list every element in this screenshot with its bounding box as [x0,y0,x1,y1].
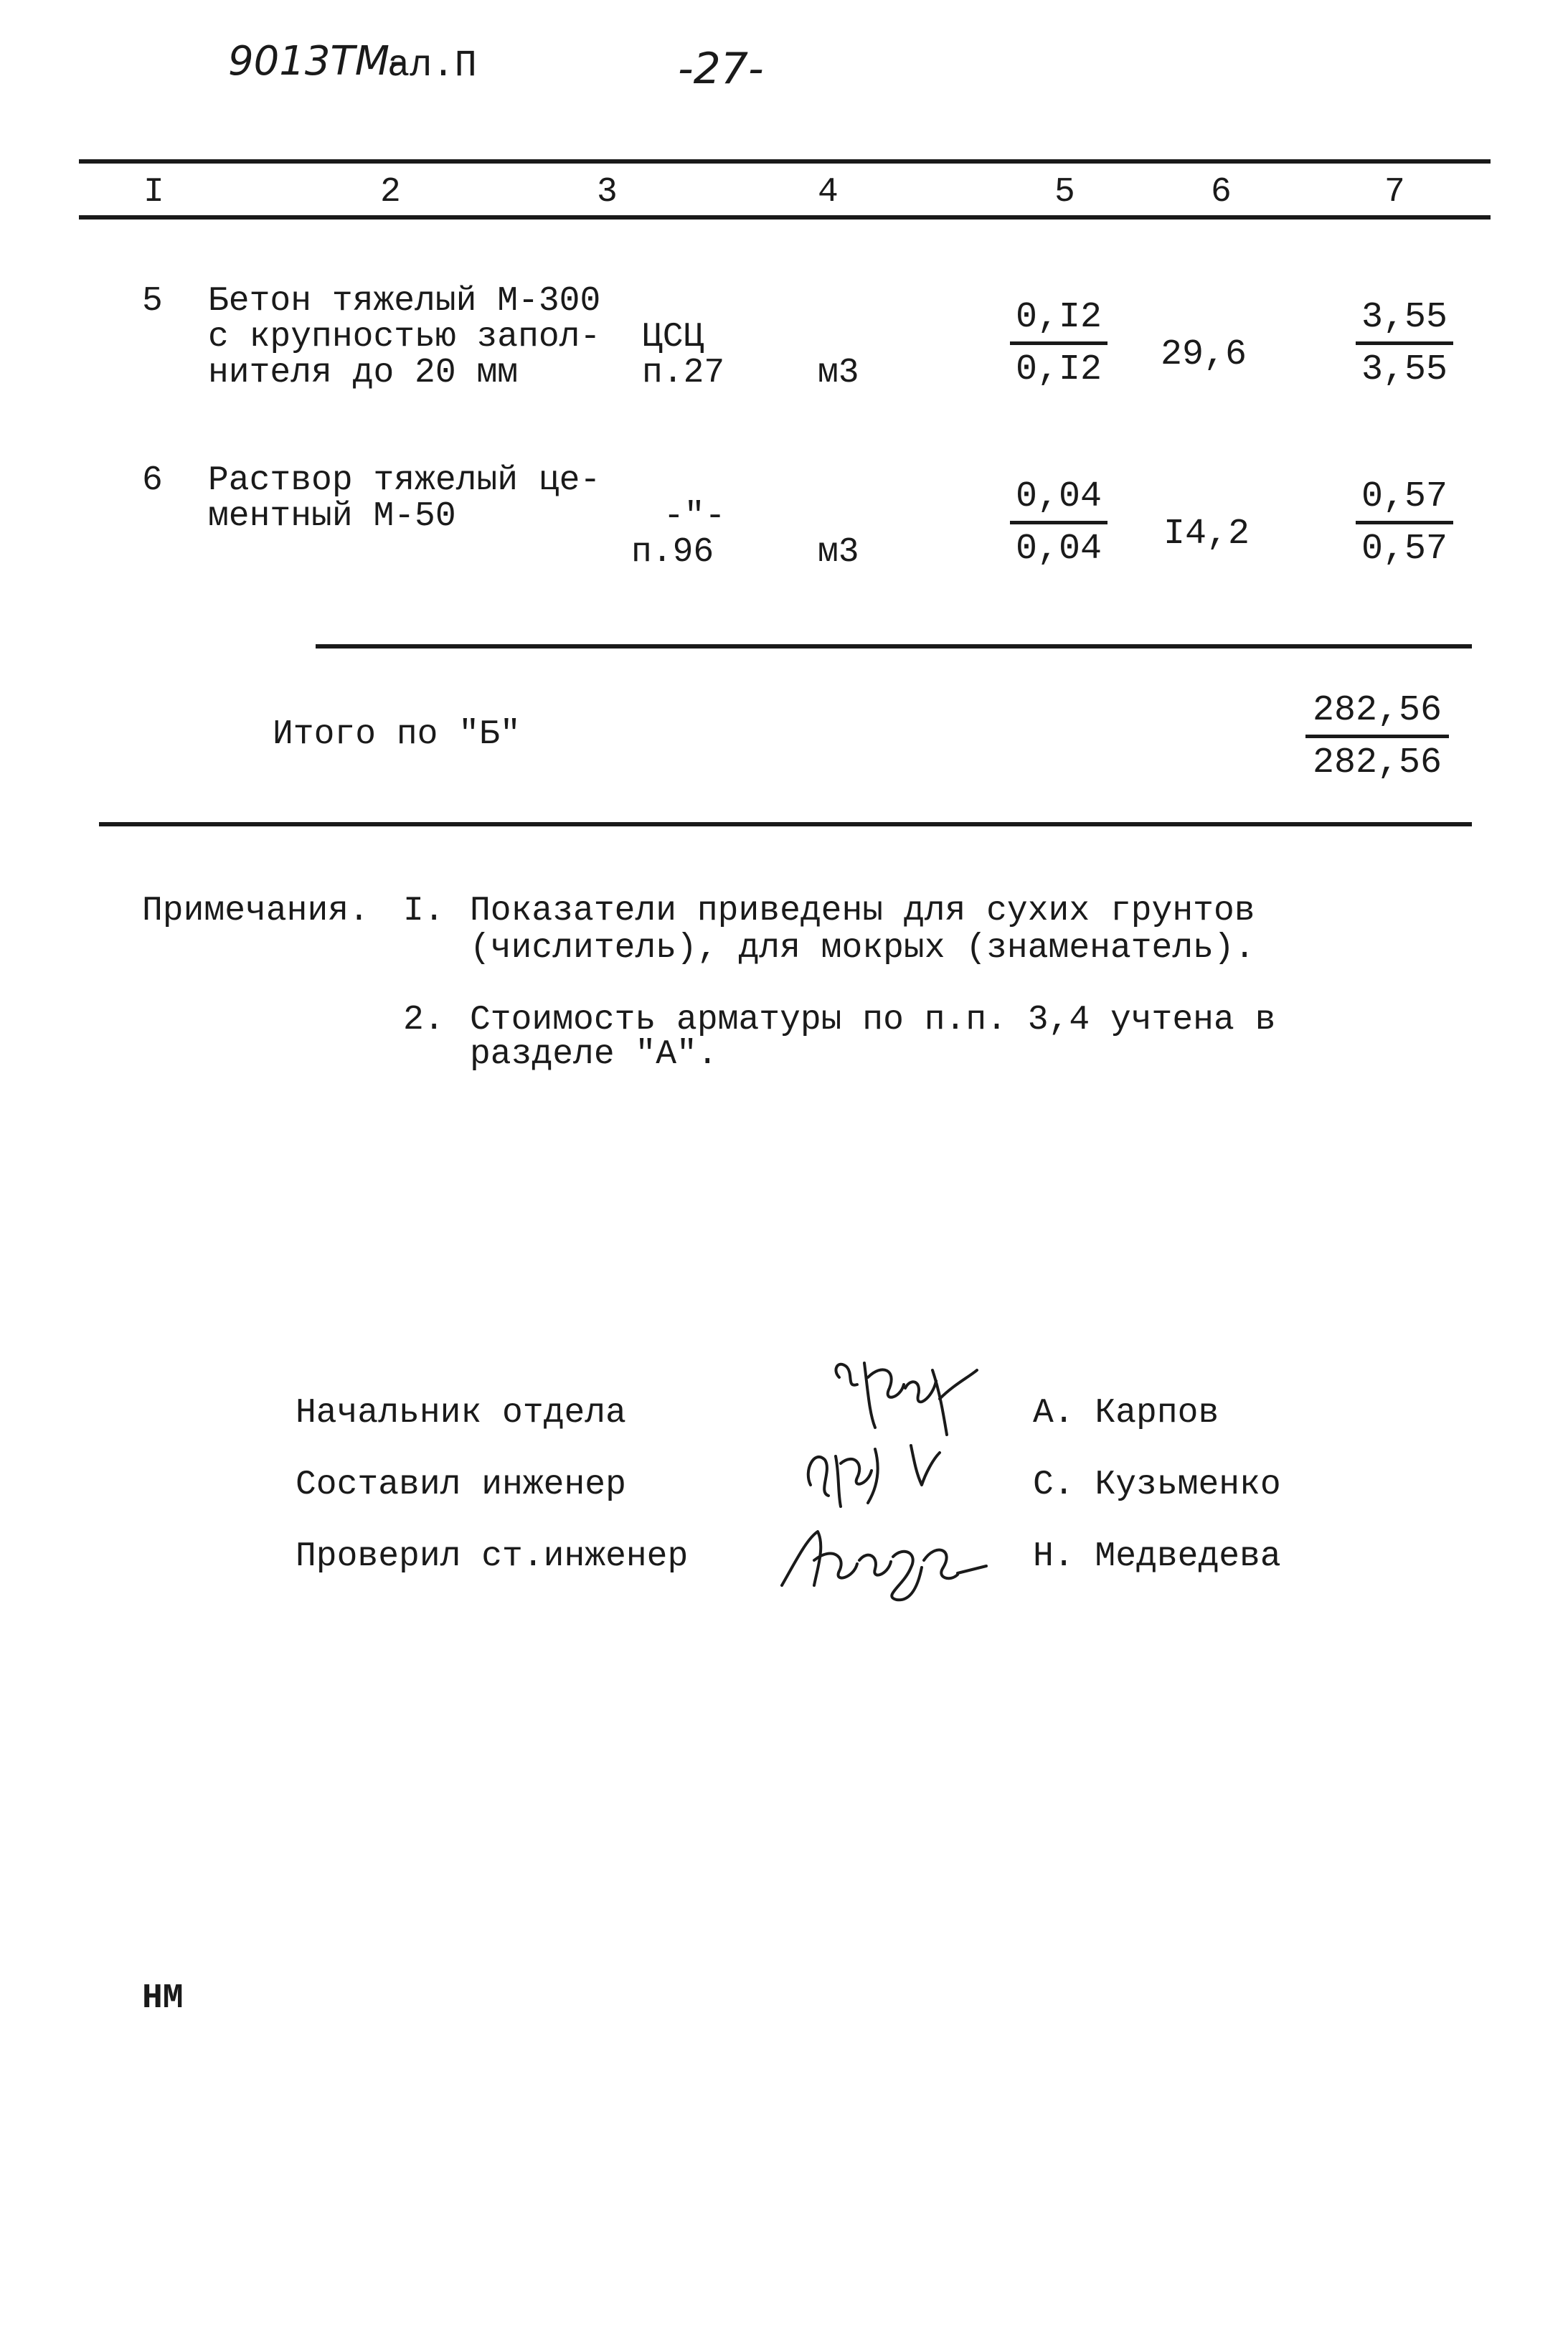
column-header-3: 3 [597,173,618,212]
total-wet: 3,55 [1361,349,1448,390]
row-unit: м3 [818,533,859,572]
row-name-line: Раствор тяжелый це- [208,461,601,500]
document-code: 9013ТМ- [228,38,405,85]
signature-mark-2 [796,1435,947,1514]
row-name-line: нителя до 20 мм [208,354,519,392]
row-source: ЦСЦ [642,318,704,357]
note-line: Показатели приведены для сухих грунтов [470,892,1255,930]
quantity-wet: 0,I2 [1015,349,1102,390]
note-marker: 2. [403,1001,445,1039]
quantity-dry: 0,I2 [1010,300,1107,345]
table-top-rule [79,159,1491,164]
signature-name: С. Кузьменко [1033,1466,1281,1504]
table-bottom-rule [99,822,1472,826]
signature-role: Проверил ст.инженер [296,1537,689,1576]
row-name-line: Бетон тяжелый М-300 [208,282,601,321]
row-source: п.27 [642,354,725,392]
album-label: ал.П [387,44,477,87]
note-line: (числитель), для мокрых (знаменатель). [470,929,1255,968]
subtotal-dry: 282,56 [1305,693,1449,738]
row-source: п.96 [631,533,714,572]
subtotal-wet: 282,56 [1312,742,1442,783]
quantity-dry: 0,04 [1010,479,1107,524]
column-header-1: I [143,173,164,212]
signature-mark-1 [825,1349,983,1442]
total-dry: 3,55 [1356,300,1453,345]
column-header-4: 4 [818,173,839,212]
row-quantity [1010,297,1107,390]
signature-role: Составил инженер [296,1466,626,1504]
row-quantity [1010,476,1107,570]
quantity-wet: 0,04 [1015,529,1102,570]
signature-name: Н. Медведева [1033,1537,1281,1576]
column-header-5: 5 [1054,173,1075,212]
signature-name: А. Карпов [1033,1394,1219,1433]
subtotal-rule [316,644,1472,648]
row-source: -"- [663,497,726,536]
total-dry: 0,57 [1356,479,1453,524]
row-name-line: ментный М-50 [208,497,456,536]
signature-role: Начальник отдела [296,1394,626,1433]
page-number: -27- [678,44,764,94]
row-name-line: с крупностью запол- [208,318,601,357]
row-price: I4,2 [1163,514,1250,555]
row-unit: м3 [818,354,859,392]
column-header-6: 6 [1211,173,1232,212]
note-line: Стоимость арматуры по п.п. 3,4 учтена в [470,1001,1276,1039]
note-marker: I. [403,892,445,930]
row-total [1356,297,1453,390]
column-header-2: 2 [380,173,401,212]
row-number: 6 [142,461,163,500]
row-number: 5 [142,282,163,321]
subtotal-value [1305,690,1449,783]
column-header-7: 7 [1384,173,1405,212]
total-wet: 0,57 [1361,529,1448,570]
note-line: разделе "А". [470,1035,718,1074]
notes-title: Примечания. [142,892,369,930]
footer-mark: НМ [142,1979,184,2018]
signature-mark-3 [775,1517,990,1603]
row-total [1356,476,1453,570]
subtotal-label: Итого по "Б" [273,715,521,754]
row-price: 29,6 [1161,334,1247,375]
table-header-rule [79,215,1491,220]
